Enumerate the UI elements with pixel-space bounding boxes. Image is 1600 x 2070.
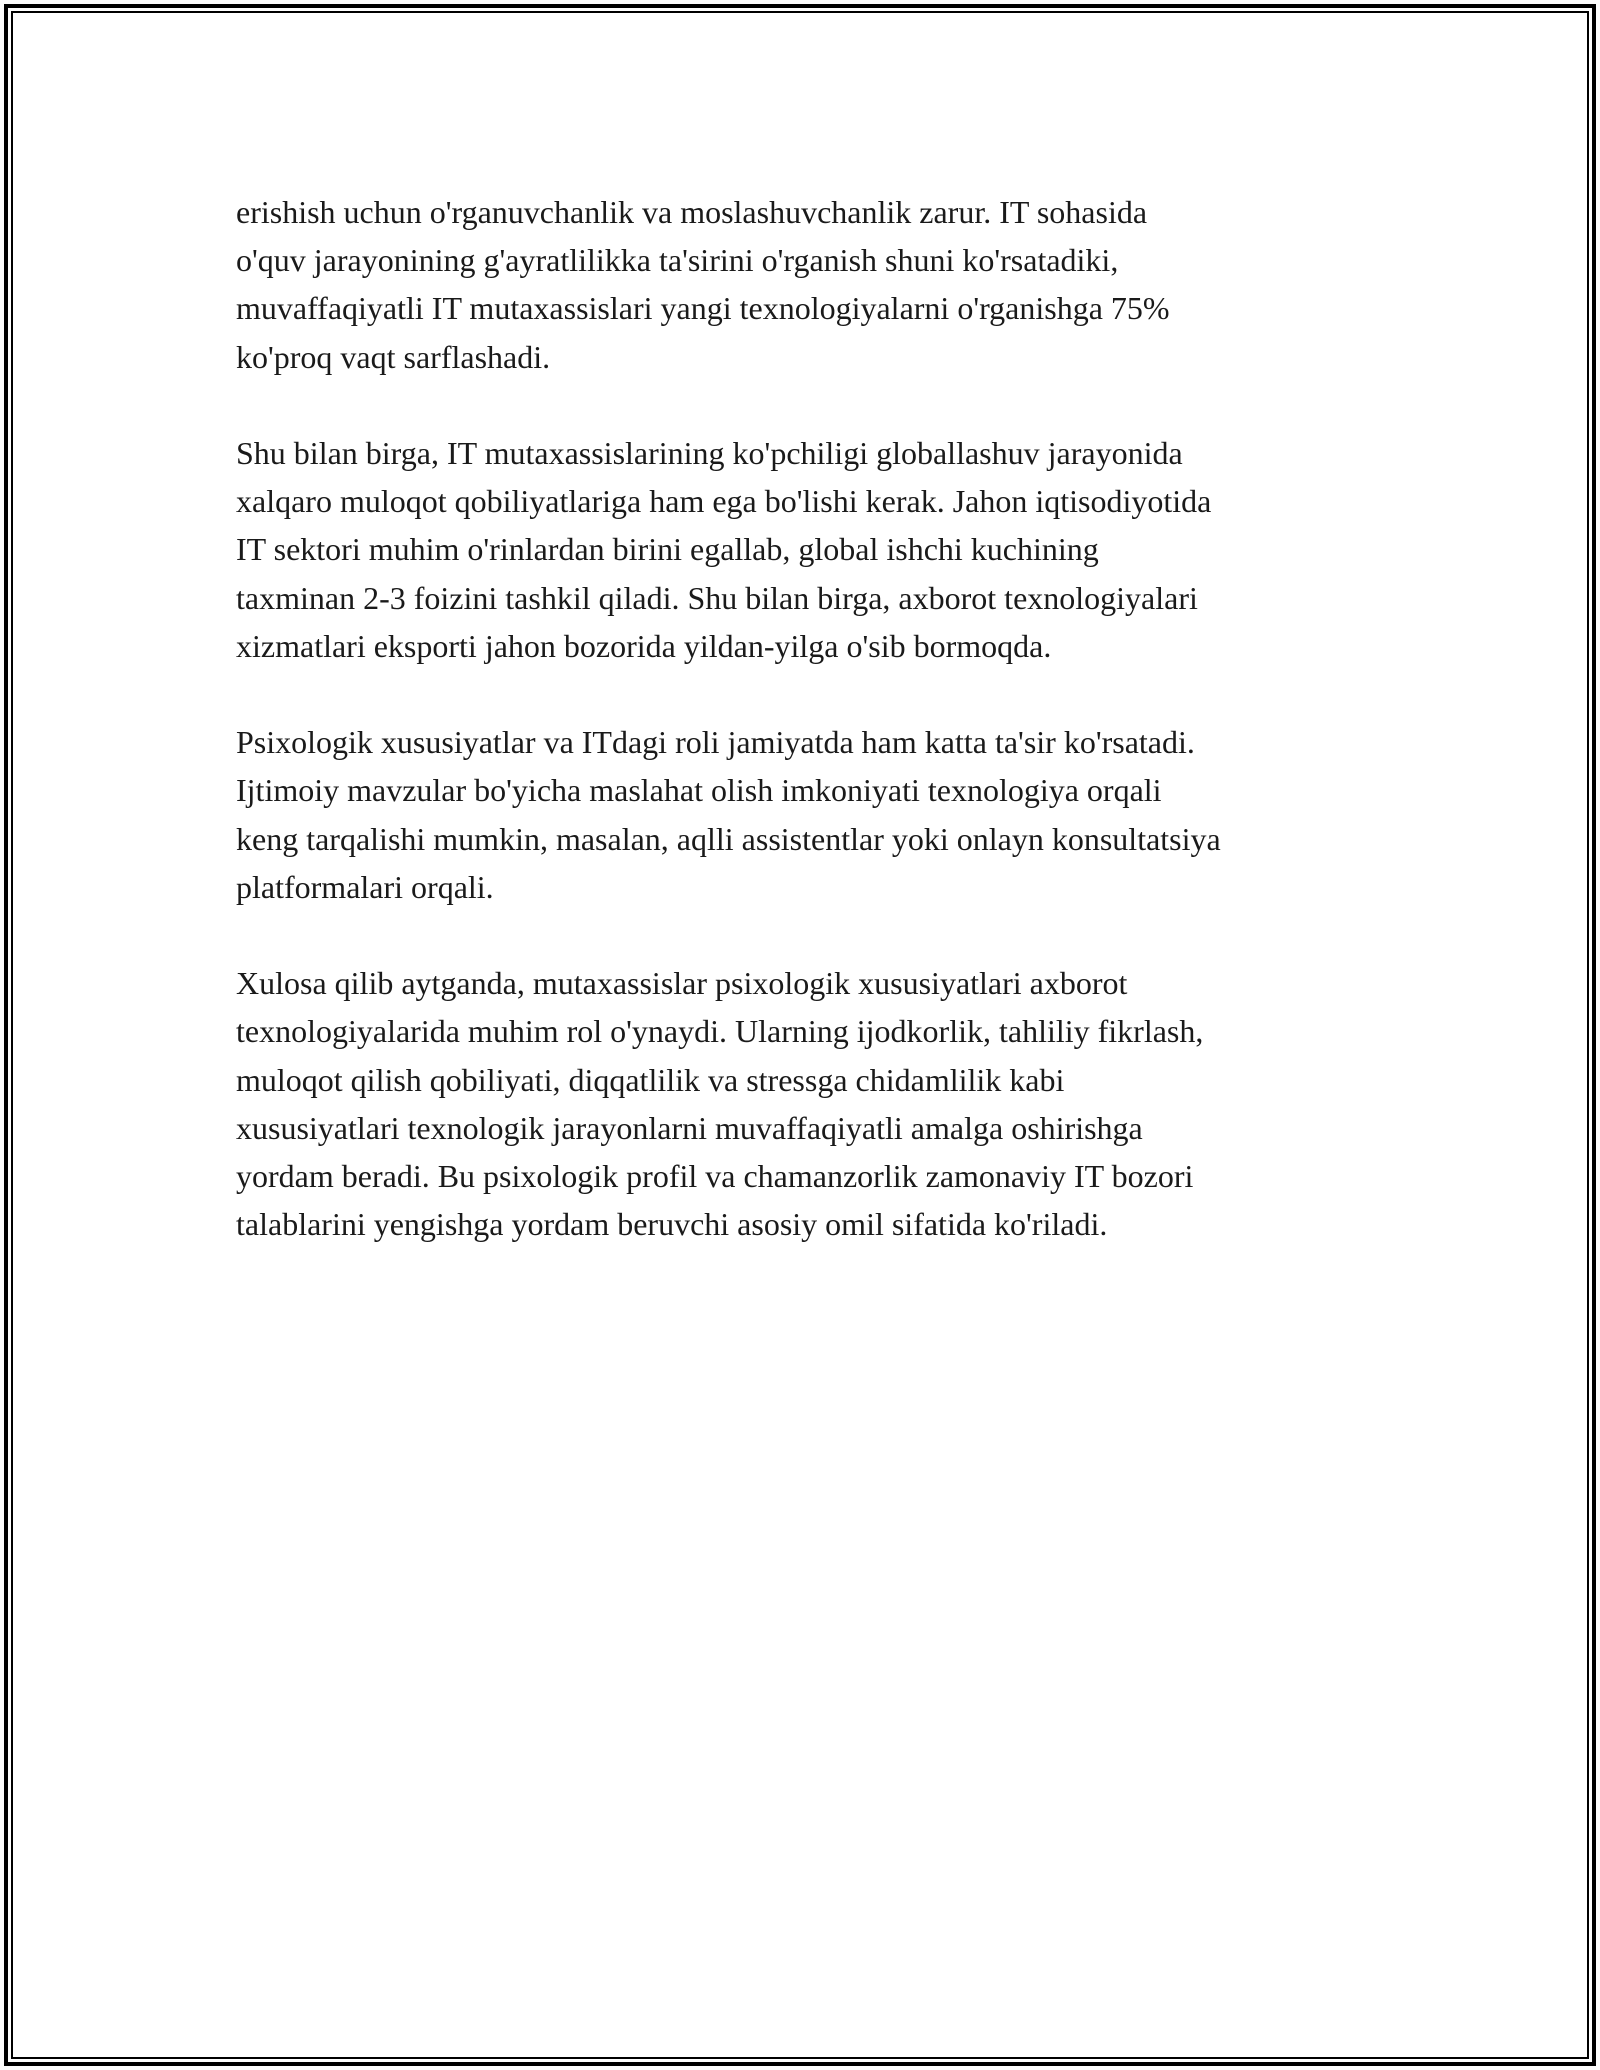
text-line: taxminan 2-3 foizini tashkil qiladi. Shu bilan birga, axborot texnologiyalari: [236, 579, 1198, 616]
text-line: xizmatlari eksporti jahon bozorida yildan-yilga o'sib bormoqda.: [236, 627, 1052, 664]
text-line: yordam beradi. Bu psixologik profil va chamanzorlik zamonaviy IT bozori: [236, 1158, 1194, 1195]
text-line: keng tarqalishi mumkin, masalan, aqlli assistentlar yoki onlayn konsultatsiya: [236, 820, 1221, 857]
text-line: platformalari orqali.: [236, 868, 494, 905]
text-line: Ijtimoiy mavzular bo'yicha maslahat olish imkoniyati texnologiya orqali: [236, 772, 1162, 809]
paragraph-4: [236, 959, 1396, 1248]
text-line: Xulosa qilib aytganda, mutaxassislar psixologik xususiyatlari axborot: [236, 965, 1128, 1002]
text-line: Psixologik xususiyatlar va ITdagi roli jamiyatda ham katta ta'sir ko'rsatadi.: [236, 724, 1195, 761]
paragraph-3: [236, 718, 1396, 911]
text-line: muloqot qilish qobiliyati, diqqatlilik va stressga chidamlilik kabi: [236, 1061, 1065, 1098]
text-line: Shu bilan birga, IT mutaxassislarining ko'pchiligi globallashuv jarayonida: [236, 435, 1183, 471]
text-line: ko'proq vaqt sarflashadi.: [236, 338, 551, 375]
document-body: [236, 188, 1396, 1297]
text-line: texnologiyalarida muhim rol o'ynaydi. Ularning ijodkorlik, tahliliy fikrlash,: [236, 1013, 1204, 1050]
text-line: o'quv jarayonining g'ayratlilikka ta'sirini o'rganish shuni ko'rsatadiki,: [236, 242, 1119, 279]
paragraph-1: [236, 188, 1396, 381]
text-line: talablarini yengishga yordam beruvchi asosiy omil sifatida ko'riladi.: [236, 1206, 1108, 1243]
text-line: xalqaro muloqot qobiliyatlariga ham ega bo'lishi kerak. Jahon iqtisodiyotida: [236, 483, 1212, 520]
text-line: IT sektori muhim o'rinlardan birini egallab, global ishchi kuchining: [236, 531, 1099, 568]
paragraph-2: [236, 429, 1396, 670]
text-line: erishish uchun o'rganuvchanlik va moslashuvchanlik zarur. IT sohasida: [236, 194, 1148, 230]
text-line: muvaffaqiyatli IT mutaxassislari yangi texnologiyalarni o'rganishga 75%: [236, 290, 1170, 327]
text-line: xususiyatlari texnologik jarayonlarni muvaffaqiyatli amalga oshirishga: [236, 1109, 1143, 1146]
